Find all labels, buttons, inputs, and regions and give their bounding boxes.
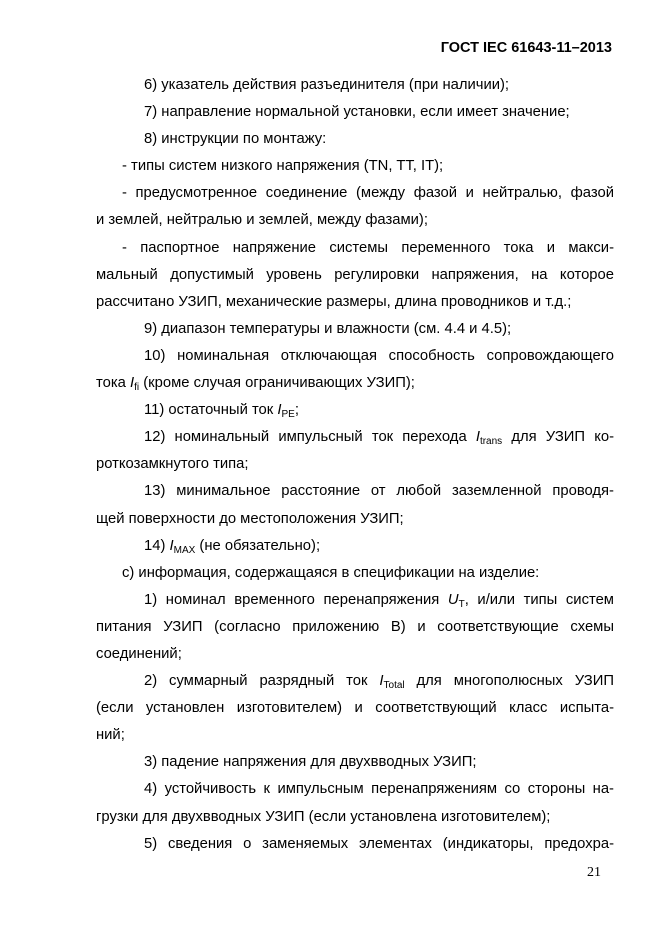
subscript-pe: PE bbox=[281, 409, 295, 421]
text-run: тока bbox=[96, 375, 130, 392]
list-item-c3: 3) падение напряжения для двухвводных УЗИП; bbox=[144, 754, 477, 771]
list-item-c: c) информация, содержащаяся в спецификации на изделие: bbox=[122, 564, 540, 581]
symbol-i: I bbox=[379, 673, 384, 690]
text-run: для УЗИП ко- bbox=[502, 429, 614, 446]
list-item-6: 6) указатель действия разъединителя (при наличии); bbox=[144, 77, 510, 93]
document-body bbox=[96, 72, 614, 858]
list-item-c4-line1: 4) устойчивость к импульсным перенапряжениям со стороны на- bbox=[144, 781, 614, 798]
list-item-14 bbox=[96, 533, 614, 560]
symbol-u: U bbox=[447, 591, 459, 608]
list-item-c1-line3: соединений; bbox=[96, 645, 182, 662]
list-item-10-line1: 10) номинальная отключающая способность сопровождающего bbox=[144, 347, 614, 364]
text-run: 12) номинальный импульсный ток перехода bbox=[144, 429, 476, 446]
list-item-c5-line1: 5) сведения о заменяемых элементах (индикаторы, предохра- bbox=[144, 835, 614, 852]
dash-item-connection-line1: - предусмотренное соединение (между фазой и нейтралью, фазой bbox=[122, 185, 614, 202]
text-run: , и/или типы систем bbox=[464, 591, 614, 608]
text-run: для многополюсных УЗИП bbox=[404, 673, 614, 690]
subscript-trans: trans bbox=[479, 436, 503, 448]
subscript-max: MAX bbox=[173, 544, 196, 556]
list-item-c2-line1 bbox=[96, 668, 614, 695]
symbol-i: I bbox=[277, 402, 282, 419]
list-item-13-line2: щей поверхности до местоположения УЗИП; bbox=[96, 510, 404, 527]
document-header: ГОСТ IEC 61643-11–2013 bbox=[440, 40, 612, 56]
subscript-t: T bbox=[458, 598, 465, 610]
text-run: ; bbox=[294, 402, 299, 419]
list-item-7: 7) направление нормальной установки, если имеет значение; bbox=[144, 104, 570, 121]
list-item-13-line1: 13) минимальное расстояние от любой заземленной проводя- bbox=[144, 483, 614, 500]
list-item-12-line2: роткозамкнутого типа; bbox=[96, 456, 249, 473]
list-item-11 bbox=[96, 397, 614, 424]
subscript-total: Total bbox=[383, 680, 405, 692]
text-run: 2) суммарный разрядный ток bbox=[144, 673, 380, 690]
symbol-i: I bbox=[475, 429, 480, 446]
text-run: 1) номинал временного перенапряжения bbox=[144, 591, 448, 608]
text-run: (кроме случая ограничивающих УЗИП); bbox=[139, 375, 415, 392]
symbol-i: I bbox=[169, 537, 174, 554]
dash-item-voltage-line2: мальный допустимый уровень регулировки напряжения, на которое bbox=[96, 266, 614, 283]
text-run: (не обязательно); bbox=[195, 537, 321, 554]
list-item-c1-line2: питания УЗИП (согласно приложению B) и соответствующие схемы bbox=[96, 618, 614, 635]
list-item-c2-line2: (если установлен изготовителем) и соответствующий класс испыта- bbox=[96, 700, 614, 717]
page-number: 21 bbox=[587, 865, 601, 880]
list-item-12-line1 bbox=[96, 424, 614, 451]
text-run: 11) остаточный ток bbox=[144, 402, 278, 419]
list-item-8: 8) инструкции по монтажу: bbox=[144, 131, 327, 148]
text-run: 14) bbox=[144, 537, 170, 554]
list-item-c4-line2: грузки для двухвводных УЗИП (если установлена изготовителем); bbox=[96, 808, 551, 825]
list-item-10-line2 bbox=[96, 370, 614, 397]
list-item-c2-line3: ний; bbox=[96, 727, 125, 744]
subscript-fi: fi bbox=[134, 382, 140, 394]
dash-item-voltage-line3: рассчитано УЗИП, механические размеры, длина проводников и т.д.; bbox=[96, 293, 572, 310]
dash-item-connection-line2: и землей, нейтралью и землей, между фазами); bbox=[96, 212, 428, 229]
symbol-i: I bbox=[129, 375, 135, 392]
dash-item-voltage-line1: - паспортное напряжение системы переменного тока и макси- bbox=[122, 239, 614, 256]
list-item-c1-line1 bbox=[96, 587, 614, 614]
dash-item-systems: - типы систем низкого напряжения (TN, TT, IT); bbox=[122, 158, 444, 175]
list-item-9: 9) диапазон температуры и влажности (см. 4.4 и 4.5); bbox=[144, 320, 512, 337]
